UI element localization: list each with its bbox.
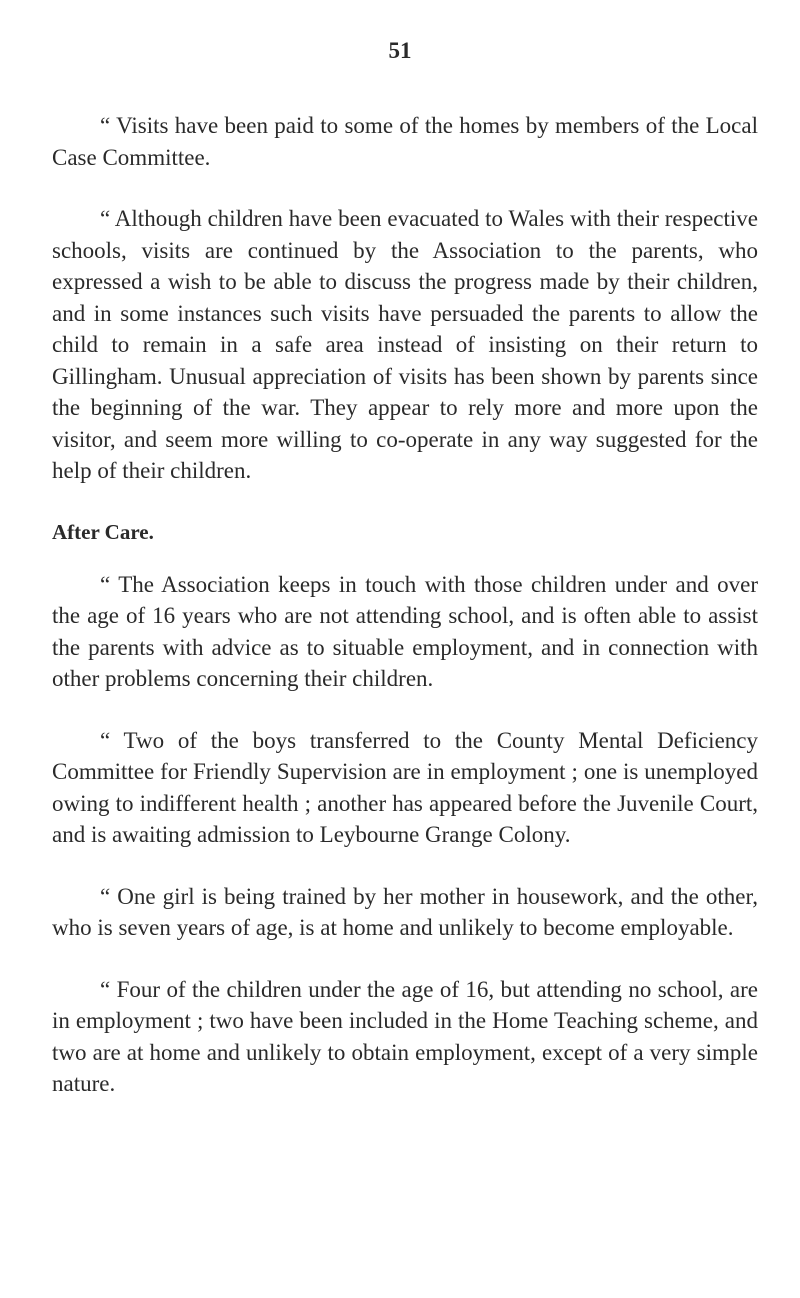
page-number: 51	[388, 38, 412, 63]
paragraph-evacuation: “ Although children have been evacuated to Wales with their respective schools, visits are continued by the Association to the parents, who expressed a wish to be able to discuss the progress made by their children, and in some instances such visits have persuaded the parents to allow the child to remain in a safe area instead of insisting on their return to Gillingham. Unusual appreciation of visits has been shown by parents since the beginning of the war. They appear to rely more and more upon the visitor, and seem more willing to co-operate in any way suggested for the help of their children.	[52, 206, 758, 483]
paragraph-two-boys: “ Two of the boys transferred to the County Mental Deficiency Committee for Friendly Supervision are in employment ; one is unemployed owing to indifferent health ; another has appeared before the Juvenile Court, and is awaiting admission to Leybourne Grange Colony.	[52, 727, 758, 847]
paragraph-one-girl: “ One girl is being trained by her mother in housework, and the other, who is seven years of age, is at home and unlikely to become employable.	[52, 883, 758, 940]
paragraph-four-children: “ Four of the children under the age of 16, but attending no school, are in employment ; two have been included in the Home Teaching scheme, and two are at home and unlikely to obtain employment, except of a very simple nature.	[52, 976, 758, 1096]
paragraph-association: “ The Association keeps in touch with those children under and over the age of 16 years who are not attending school, and is often able to assist the parents with advice as to situable employment, and in connection with other problems concerning their children.	[52, 571, 758, 691]
page-body	[52, 110, 758, 1130]
section-heading-after-care: After Care.	[52, 519, 154, 544]
paragraph-visits: “ Visits have been paid to some of the homes by members of the Local Case Committee.	[52, 113, 758, 170]
